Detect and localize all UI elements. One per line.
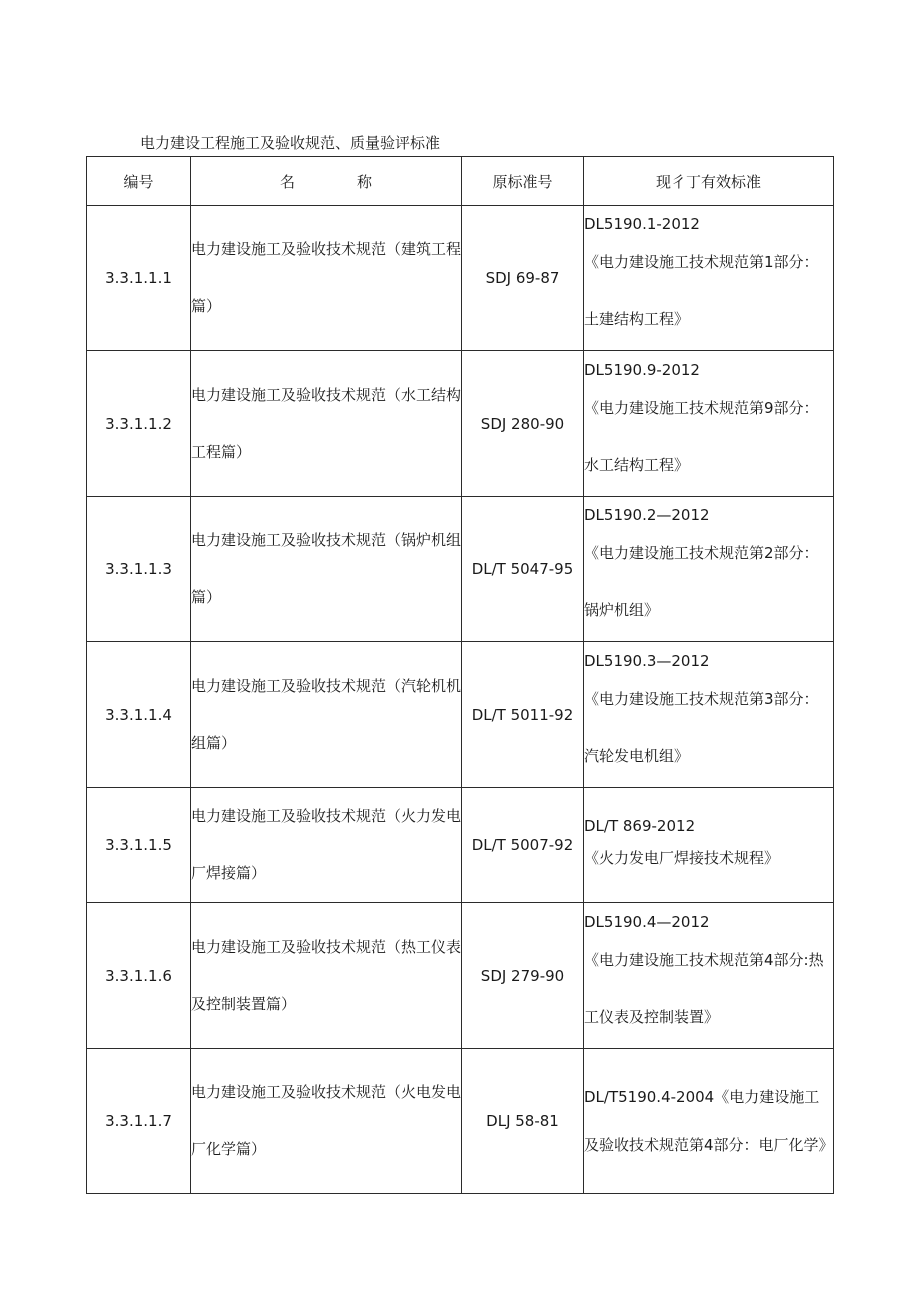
cell-code: 3.3.1.1.4 xyxy=(87,642,191,788)
current-standard-title: 《电力建设施工技术规范第3部分：汽轮发电机组》 xyxy=(584,689,819,765)
current-standard-code: DL5190.3—2012 xyxy=(584,651,710,670)
cell-original: SDJ 69-87 xyxy=(462,206,584,351)
cell-current: DL/T5190.4-2004《电力建设施工及验收技术规范第4部分：电厂化学》 xyxy=(584,1049,834,1194)
current-standard-title: 《电力建设施工技术规范第2部分：锅炉机组》 xyxy=(584,544,819,619)
cell-name: 电力建设施工及验收技术规范（水工结构工程篇） xyxy=(191,351,462,497)
cell-current xyxy=(584,903,834,1049)
cell-code: 3.3.1.1.7 xyxy=(87,1049,191,1194)
current-standard-code: DL5190.4—2012 xyxy=(584,912,710,931)
cell-name: 电力建设施工及验收技术规范（汽轮机机组篇） xyxy=(191,642,462,788)
header-name-part-b: 称 xyxy=(357,172,373,191)
cell-name: 电力建设施工及验收技术规范（火电发电厂化学篇） xyxy=(191,1049,462,1194)
current-standard-code: DL5190.9-2012 xyxy=(584,360,700,379)
current-standard-title: 《电力建设施工技术规范第9部分：水工结构工程》 xyxy=(584,398,819,474)
cell-name: 电力建设施工及验收技术规范（锅炉机组篇） xyxy=(191,497,462,642)
current-standard-code: DL5190.2—2012 xyxy=(584,506,710,524)
cell-name: 电力建设施工及验收技术规范（建筑工程篇） xyxy=(191,206,462,351)
document-title: 电力建设工程施工及验收规范、质量验评标准 xyxy=(140,134,441,152)
cell-original: SDJ 280-90 xyxy=(462,351,584,497)
header-current-standard: 现彳丁有效标准 xyxy=(584,157,834,206)
cell-code: 3.3.1.1.3 xyxy=(87,497,191,642)
table-row xyxy=(87,351,834,497)
current-standard-title: 《电力建设施工技术规范第4部分:热工仪表及控制装置》 xyxy=(584,950,824,1026)
header-code: 编号 xyxy=(87,157,191,206)
cell-code: 3.3.1.1.5 xyxy=(87,788,191,903)
table-header-row xyxy=(87,157,834,206)
cell-current xyxy=(584,497,834,642)
current-standard-title: 《电力建设施工技术规范第1部分：土建结构工程》 xyxy=(584,253,819,328)
cell-original: DL/T 5007-92 xyxy=(462,788,584,903)
table-row xyxy=(87,1049,834,1194)
header-name-part-a: 名 xyxy=(279,172,295,191)
cell-current xyxy=(584,788,834,903)
current-standard-code: DL/T 869-2012 xyxy=(584,817,696,835)
header-name xyxy=(191,157,462,206)
cell-name: 电力建设施工及验收技术规范（热工仪表及控制装置篇） xyxy=(191,903,462,1049)
cell-original: SDJ 279-90 xyxy=(462,903,584,1049)
cell-name: 电力建设施工及验收技术规范（火力发电厂焊接篇） xyxy=(191,788,462,903)
cell-current xyxy=(584,206,834,351)
cell-current xyxy=(584,642,834,788)
cell-code: 3.3.1.1.1 xyxy=(87,206,191,351)
cell-original: DL/T 5047-95 xyxy=(462,497,584,642)
standards-table xyxy=(86,156,834,1194)
cell-code: 3.3.1.1.6 xyxy=(87,903,191,1049)
table-row xyxy=(87,642,834,788)
table-row xyxy=(87,903,834,1049)
cell-original: DLJ 58-81 xyxy=(462,1049,584,1194)
table-row xyxy=(87,788,834,903)
header-original-standard: 原标准号 xyxy=(462,157,584,206)
cell-current xyxy=(584,351,834,497)
current-standard-title: 《火力发电厂焊接技术规程》 xyxy=(584,849,780,867)
current-standard-code: DL5190.1-2012 xyxy=(584,215,700,233)
table-row xyxy=(87,497,834,642)
cell-original: DL/T 5011-92 xyxy=(462,642,584,788)
table-row xyxy=(87,206,834,351)
cell-code: 3.3.1.1.2 xyxy=(87,351,191,497)
